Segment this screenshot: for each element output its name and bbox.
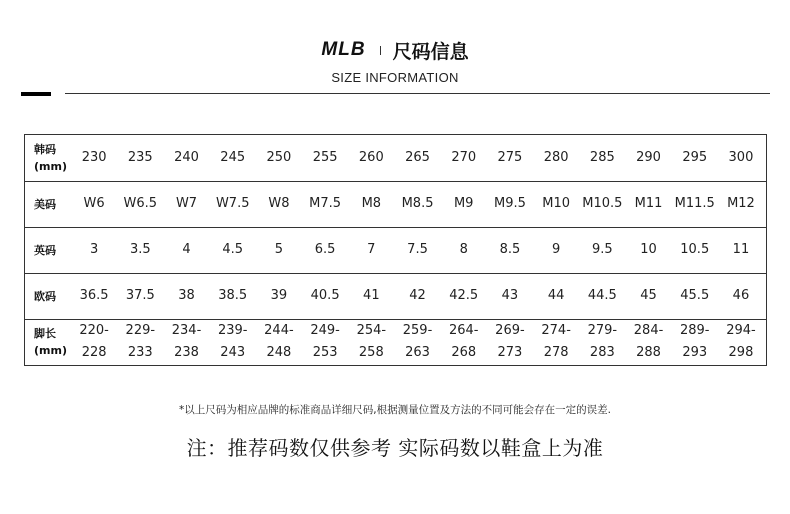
table-cell xyxy=(625,181,671,227)
cell-value: 284- xyxy=(633,323,664,338)
table-cell xyxy=(533,181,579,227)
cell-value: 258 xyxy=(358,345,384,360)
page-title: 尺码信息 xyxy=(392,40,469,63)
cell-value: 229- xyxy=(125,323,156,338)
cell-value: 293 xyxy=(682,345,708,360)
table-cell xyxy=(718,181,764,227)
table-cell xyxy=(441,181,487,227)
table-cell xyxy=(256,227,302,273)
cell-value: 10 xyxy=(640,242,657,257)
row-divider xyxy=(25,273,766,274)
table-cell xyxy=(579,135,625,181)
table-cell xyxy=(163,181,209,227)
table-cell xyxy=(625,227,671,273)
table-cell xyxy=(163,319,209,365)
size-notice: 注：推荐码数仅供参考 实际码数以鞋盒上为准 xyxy=(186,436,604,460)
table-cell xyxy=(348,319,394,365)
table-cell xyxy=(210,273,256,319)
row-label xyxy=(25,227,71,273)
cell-value: 288 xyxy=(636,345,661,360)
table-cell xyxy=(533,135,579,181)
table-cell xyxy=(163,273,209,319)
table-cell xyxy=(210,319,256,365)
table-row xyxy=(25,181,766,227)
cell-value: 46 xyxy=(732,288,750,303)
cell-value: 5 xyxy=(274,242,284,257)
cell-value: 10.5 xyxy=(680,242,710,257)
accent-divider xyxy=(21,92,51,96)
table-cell xyxy=(117,181,163,227)
cell-value: 244- xyxy=(264,323,294,338)
table-cell xyxy=(210,227,256,273)
cell-value: M11.5 xyxy=(674,196,715,211)
table-cell xyxy=(533,273,579,319)
row-label-text: (mm) xyxy=(34,344,67,357)
cell-value: 259- xyxy=(402,323,433,338)
cell-value: 300 xyxy=(728,150,754,165)
table-cell xyxy=(302,227,348,273)
table-cell xyxy=(672,181,718,227)
table-cell xyxy=(625,273,671,319)
table-cell xyxy=(487,181,533,227)
cell-value: 6.5 xyxy=(314,242,336,257)
cell-value: M9.5 xyxy=(493,196,526,211)
title-separator xyxy=(380,46,381,55)
cell-value: 270 xyxy=(451,150,477,165)
brand-logo: MLB xyxy=(321,39,366,60)
table-cell xyxy=(672,135,718,181)
cell-value: 240 xyxy=(174,150,199,165)
cell-value: 9 xyxy=(551,242,561,257)
size-chart-table xyxy=(24,134,767,366)
row-divider xyxy=(25,181,766,182)
table-cell xyxy=(487,319,533,365)
table-cell xyxy=(533,319,579,365)
table-cell xyxy=(117,273,163,319)
table-cell xyxy=(579,273,625,319)
table-cell xyxy=(718,319,764,365)
row-divider xyxy=(25,227,766,228)
page-header xyxy=(0,34,790,94)
cell-value: 248 xyxy=(266,345,292,360)
cell-value: M9 xyxy=(453,196,474,211)
cell-value: 3.5 xyxy=(129,242,151,257)
cell-value: 250 xyxy=(266,150,292,165)
table-cell xyxy=(117,319,163,365)
cell-value: M7.5 xyxy=(309,196,342,211)
table-cell xyxy=(579,181,625,227)
cell-value: 238 xyxy=(174,345,199,360)
table-cell xyxy=(487,227,533,273)
page-subtitle: SIZE INFORMATION xyxy=(331,70,459,85)
cell-value: 269- xyxy=(495,323,525,338)
cell-value: 263 xyxy=(405,345,430,360)
cell-value: 279- xyxy=(587,323,618,338)
table-row xyxy=(25,227,766,273)
cell-value: M8.5 xyxy=(401,196,434,211)
table-cell xyxy=(672,227,718,273)
table-cell xyxy=(163,135,209,181)
table-cell xyxy=(672,273,718,319)
row-label-text: (mm) xyxy=(34,160,67,173)
cell-value: M8 xyxy=(361,196,382,211)
table-cell xyxy=(256,319,302,365)
cell-value: 45 xyxy=(640,288,657,303)
row-label-text: 英码 xyxy=(34,243,56,257)
table-cell xyxy=(718,135,764,181)
table-cell xyxy=(394,181,440,227)
cell-value: 253 xyxy=(312,345,338,360)
table-cell xyxy=(71,181,117,227)
table-cell xyxy=(394,135,440,181)
cell-value: 280 xyxy=(543,150,569,165)
cell-value: M10.5 xyxy=(582,196,623,211)
cell-value: 38 xyxy=(178,288,195,303)
cell-value: 233 xyxy=(127,345,153,360)
cell-value: 249- xyxy=(310,323,340,338)
table-cell xyxy=(718,273,764,319)
table-cell xyxy=(441,227,487,273)
cell-value: W8 xyxy=(268,196,290,211)
cell-value: 43 xyxy=(501,288,519,303)
table-cell xyxy=(71,319,117,365)
table-cell xyxy=(210,181,256,227)
table-cell xyxy=(625,319,671,365)
cell-value: 220- xyxy=(79,323,109,338)
cell-value: 295 xyxy=(682,150,708,165)
table-cell xyxy=(487,135,533,181)
cell-value: 289- xyxy=(679,323,710,338)
table-cell xyxy=(394,227,440,273)
table-cell xyxy=(394,273,440,319)
cell-value: 264- xyxy=(448,323,479,338)
table-cell xyxy=(117,135,163,181)
cell-value: 294- xyxy=(726,323,756,338)
table-cell xyxy=(256,135,302,181)
row-label xyxy=(25,273,71,319)
cell-value: M10 xyxy=(542,196,571,211)
table-cell xyxy=(579,227,625,273)
table-cell xyxy=(533,227,579,273)
table-row xyxy=(25,273,766,319)
cell-value: 275 xyxy=(497,150,523,165)
header-divider xyxy=(65,93,770,94)
table-cell xyxy=(348,273,394,319)
table-cell xyxy=(210,135,256,181)
cell-value: 235 xyxy=(127,150,153,165)
title-row xyxy=(0,34,790,66)
table-cell xyxy=(394,319,440,365)
row-label-text: 韩码 xyxy=(34,143,56,156)
cell-value: 268 xyxy=(451,345,477,360)
cell-value: 285 xyxy=(589,150,615,165)
cell-value: 45.5 xyxy=(680,288,710,303)
cell-value: M11 xyxy=(634,196,663,211)
table-cell xyxy=(441,273,487,319)
cell-value: 8 xyxy=(459,242,468,257)
table-cell xyxy=(302,135,348,181)
cell-value: 4 xyxy=(182,242,191,257)
cell-value: 3 xyxy=(89,242,99,257)
cell-value: M12 xyxy=(727,196,755,211)
row-label xyxy=(25,181,71,227)
row-divider xyxy=(25,319,766,320)
cell-value: 41 xyxy=(363,288,380,303)
table-cell xyxy=(256,181,302,227)
table-cell xyxy=(441,319,487,365)
cell-value: 40.5 xyxy=(310,288,340,303)
cell-value: 9.5 xyxy=(591,242,613,257)
table-cell xyxy=(117,227,163,273)
table-cell xyxy=(348,135,394,181)
cell-value: W7.5 xyxy=(215,196,250,211)
table-cell xyxy=(256,273,302,319)
cell-value: 239- xyxy=(217,323,248,338)
cell-value: 283 xyxy=(589,345,615,360)
table-cell xyxy=(718,227,764,273)
cell-value: 228 xyxy=(81,345,107,360)
table-cell xyxy=(71,227,117,273)
cell-value: 230 xyxy=(81,150,107,165)
cell-value: 290 xyxy=(636,150,661,165)
row-label xyxy=(25,135,71,181)
table-cell xyxy=(625,135,671,181)
cell-value: 42 xyxy=(409,288,426,303)
table-cell xyxy=(441,135,487,181)
row-label-text: 美码 xyxy=(34,197,56,211)
table-cell xyxy=(348,227,394,273)
table-cell xyxy=(348,181,394,227)
size-disclaimer: *以上尺码为相应品牌的标准商品详细尺码,根据测量位置及方法的不同可能会存在一定的误差. xyxy=(179,404,611,416)
cell-value: 278 xyxy=(543,345,569,360)
cell-value: 36.5 xyxy=(79,288,109,303)
cell-value: 11 xyxy=(732,242,750,257)
cell-value: 7.5 xyxy=(407,242,428,257)
table-cell xyxy=(71,273,117,319)
cell-value: 273 xyxy=(497,345,523,360)
cell-value: 39 xyxy=(270,288,288,303)
cell-value: 37.5 xyxy=(125,288,155,303)
table-row xyxy=(25,135,766,181)
cell-value: 265 xyxy=(405,150,430,165)
table-cell xyxy=(302,319,348,365)
cell-value: 245 xyxy=(220,150,246,165)
table-cell xyxy=(487,273,533,319)
row-label-text: 欧码 xyxy=(34,289,56,303)
cell-value: 243 xyxy=(220,345,246,360)
cell-value: 254- xyxy=(356,323,387,338)
cell-value: 255 xyxy=(312,150,338,165)
cell-value: 234- xyxy=(171,323,202,338)
table-row xyxy=(25,319,766,365)
cell-value: 274- xyxy=(541,323,571,338)
cell-value: 44 xyxy=(547,288,565,303)
cell-value: 4.5 xyxy=(222,242,244,257)
cell-value: W6 xyxy=(83,196,105,211)
cell-value: 44.5 xyxy=(587,288,617,303)
table-cell xyxy=(302,273,348,319)
row-label xyxy=(25,319,71,365)
table-cell xyxy=(302,181,348,227)
cell-value: 298 xyxy=(728,345,754,360)
cell-value: 7 xyxy=(367,242,376,257)
row-label-text: 脚长 xyxy=(34,327,56,340)
cell-value: 38.5 xyxy=(218,288,248,303)
cell-value: W6.5 xyxy=(123,196,158,211)
cell-value: 260 xyxy=(358,150,384,165)
table-cell xyxy=(71,135,117,181)
table-cell xyxy=(579,319,625,365)
cell-value: 42.5 xyxy=(449,288,479,303)
cell-value: 8.5 xyxy=(499,242,521,257)
table-cell xyxy=(163,227,209,273)
cell-value: W7 xyxy=(175,196,198,211)
table-cell xyxy=(672,319,718,365)
